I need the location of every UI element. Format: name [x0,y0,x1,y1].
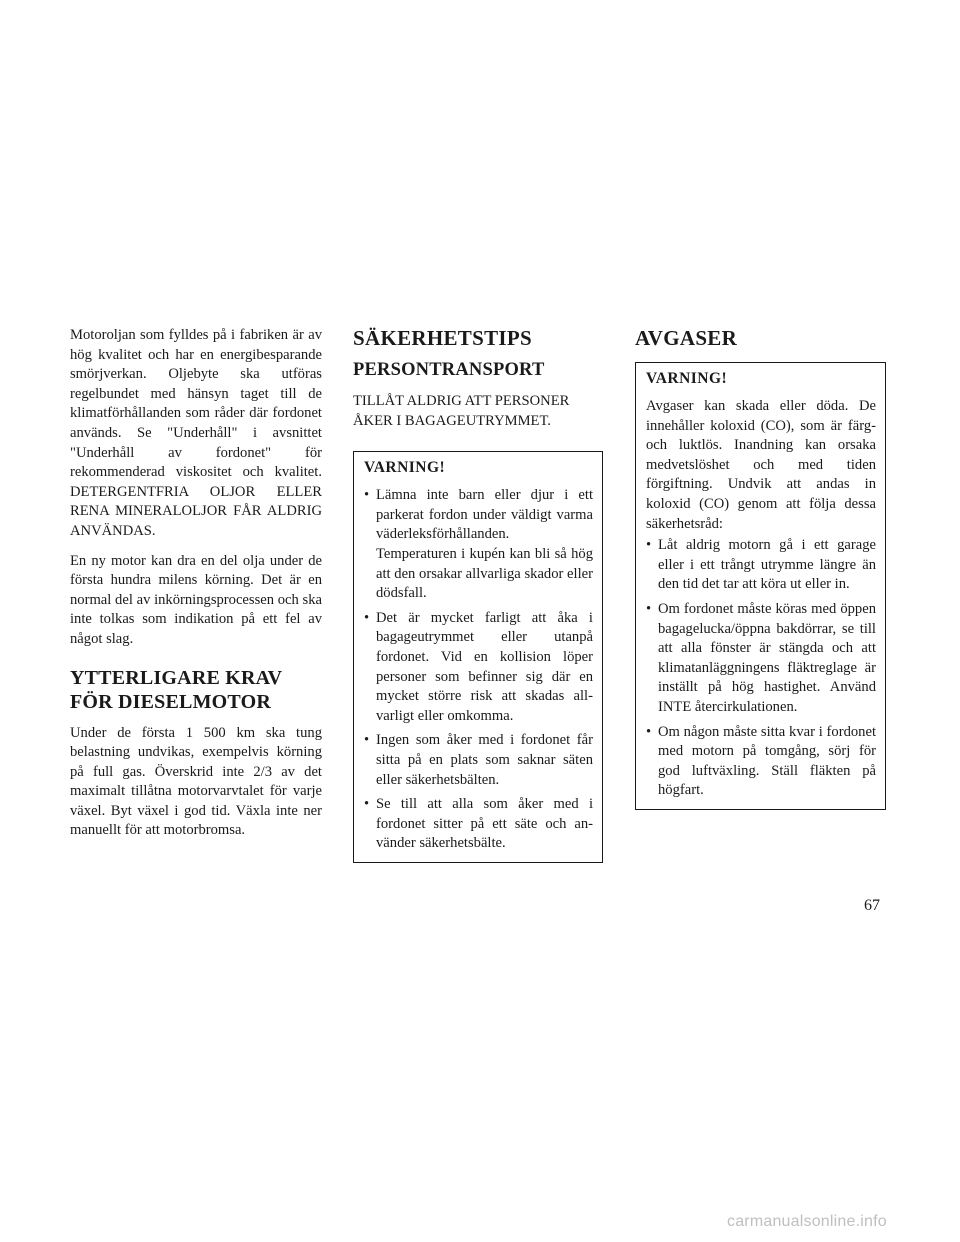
exhaust-warning-list [646,536,876,801]
warning-title: VARNING! [646,370,728,387]
passenger-transport-heading: PERSONTRANSPORT [353,360,545,380]
exhaust-warning-box [635,362,886,810]
passenger-warning-list [364,486,593,854]
new-engine-oil-paragraph: En ny motor kan dra en del olja under de första hundra milens körning. Det är en normal del av inkörningsprocessen och ska inte tolkas som indikation på ett fel av något slag. [70,552,322,647]
warning-title: VARNING! [364,459,446,477]
column-right [635,326,886,810]
no-passengers-cargo-text: TILLÅT ALDRIG ATT PERSONER ÅKER I BAGAGEUTRYMMET. [353,393,570,429]
column-middle [353,326,603,863]
page-number: 67 [864,897,880,914]
watermark-text: carmanualsonline.info [727,1213,887,1230]
column-left [70,326,322,851]
engine-oil-paragraph: Motoroljan som fylldes på i fabriken är av hög kvalitet och har en energibesparande smörjverkan. Oljebyte ska utföras regelbundet med hänsyn taget till de klimatförhållanden som råder där fordonet används. Se "Underhåll" i avsnittet "Underhåll av fordonet" för rekommenderad viskositet och kvalitet. DETERGENTFRIA OLJOR ELLER RENA MINERALOLJOR FÅR ALDRIG ANVÄNDAS. [70,327,322,539]
diesel-requirements-paragraph: Under de första 1 500 km ska tung belastning undvikas, exempelvis körning på full gas. Överskrid inte 2/3 av det maximalt tillåtna motorvarvtalet för varje växel. Byt växel i god tid. Växla inte ner manuellt för att motorbromsa. [70,724,322,839]
list-item: • Om fordonet måste köras med öppen bagagelucka/öppna bakdörrar, se till att alla fönster är stängda och att klimatanläggningens fläktreglage är inställt på hög hastighet. Använd INTE återcirkulationen. [646,600,876,718]
diesel-requirements-heading: YTTERLIGARE KRAV FÖR DIESELMOTOR [70,666,282,713]
exhaust-heading: AVGASER [635,326,738,350]
safety-tips-heading: SÄKERHETSTIPS [353,326,532,350]
list-item: • Lämna inte barn eller djur i ett parkerat fordon under väldigt varma väderleksförhållanden. Temperaturen i kupén kan bli så hög att den orsakar allvarliga skador eller dödsfall. [364,486,593,604]
exhaust-warning-intro: Avgaser kan skada eller döda. De innehåller koloxid (CO), som är färg- och luktlös. Inandning kan orsaka medvetslöshet och med tiden förgiftning. Undvik att andas in koloxid (CO) genom att följa dessa säkerhetsråd: [646,398,876,532]
passenger-warning-box [353,451,603,863]
list-item: • Ingen som åker med i fordonet får sitta på en plats som saknar säten eller säkerhetsbälten. [364,731,593,790]
list-item: • Om någon måste sitta kvar i fordonet med motorn på tomgång, sörj för god luftväxling. Ställ fläkten på högfart. [646,723,876,801]
list-item: • Se till att alla som åker med i fordonet sitter på ett säte och använder säkerhetsbälte. [364,795,593,854]
list-item: • Låt aldrig motorn gå i ett garage eller i ett trångt utrymme längre än den tid det tar att köra ut eller in. [646,536,876,595]
list-item: • Det är mycket farligt att åka i bagageutrymmet eller utanpå fordonet. Vid en kollision löper personer som befinner sig där en mycket större risk att skadas allvarligt eller omkomma. [364,609,593,727]
